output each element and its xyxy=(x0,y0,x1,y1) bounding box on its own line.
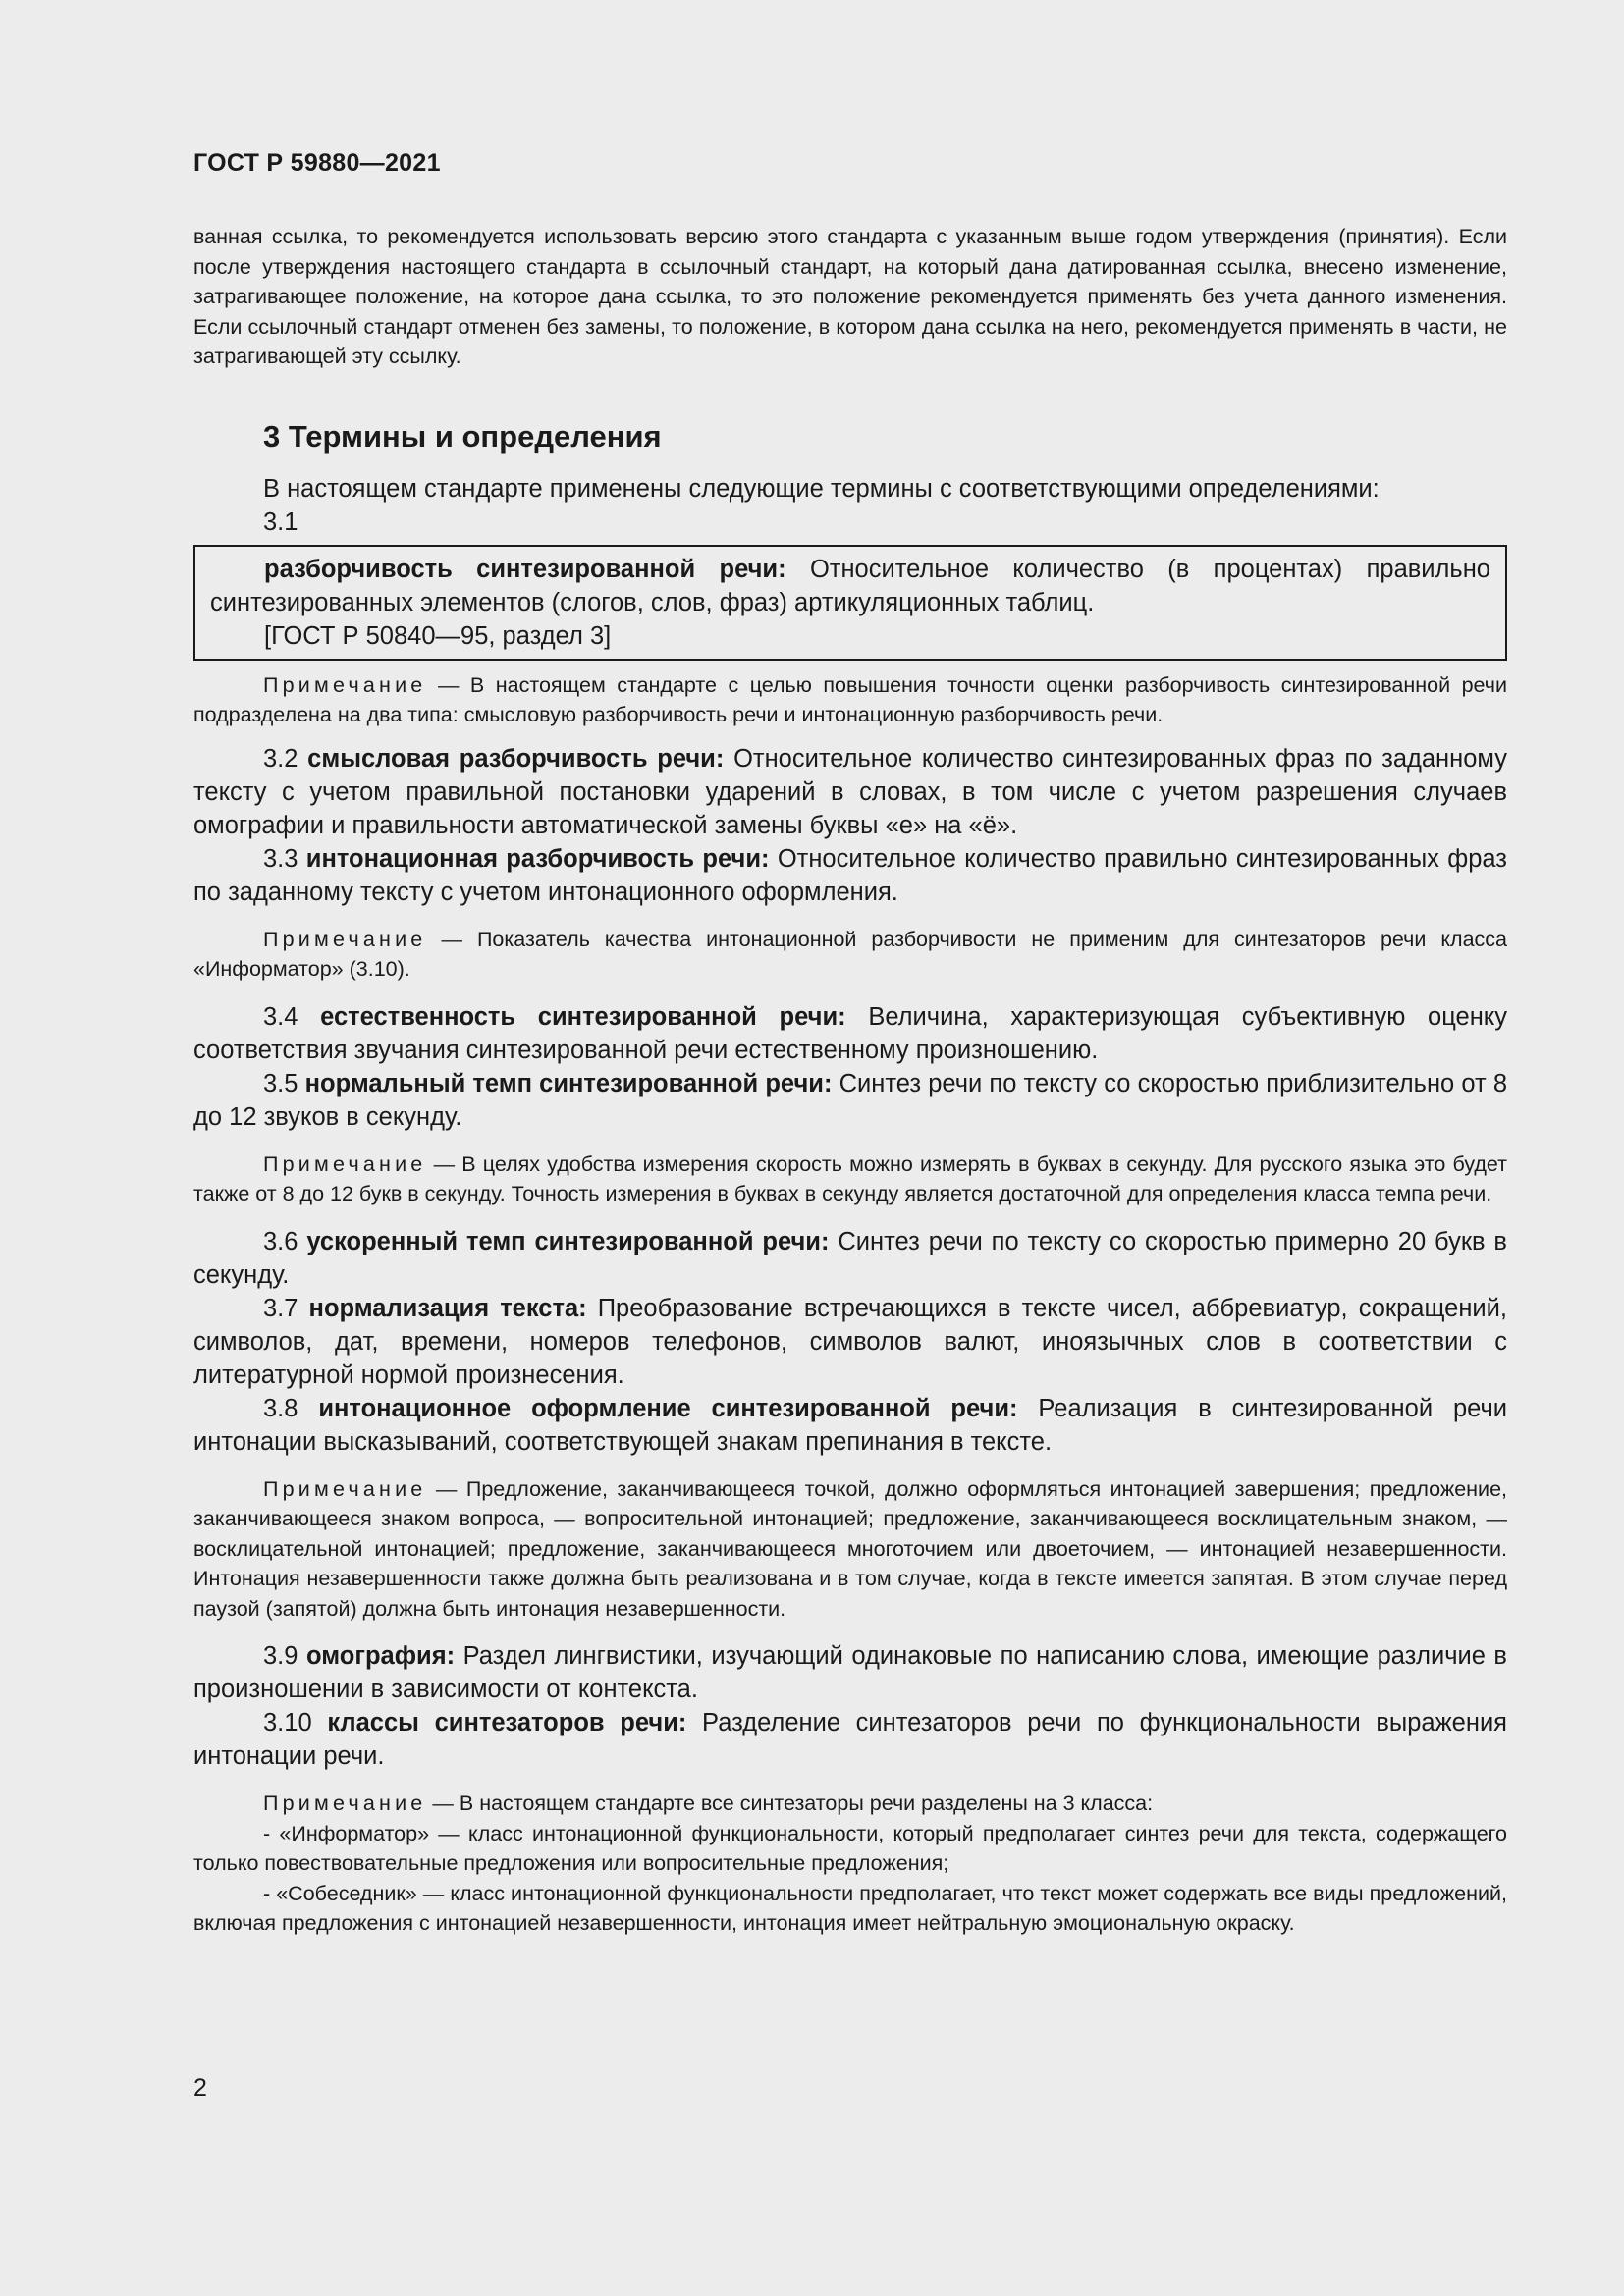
term-3-2-term: смысловая разборчивость речи: xyxy=(307,744,725,773)
note-4-text: — Предложение, заканчивающееся точкой, должно оформляться интонацией завершения; предложение, заканчивающееся знаком вопроса, — вопросительной интонацией; предложение, заканчивающееся восклицательным знаком, — восклицательной интонацией; предложение, заканчивающееся многоточием или двоеточием, — интонацией незавершенности. Интонация незавершенности также должна быть реализована и в том случае, когда в тексте имеется запятая. В этом случае перед паузой (запятой) должна быть интонация незавершенности. xyxy=(193,1476,1507,1621)
term-3-5-number: 3.5 xyxy=(263,1069,305,1097)
term-3-2 xyxy=(193,742,1507,842)
term-3-8-definition: Реализация в синтезированной речи интонации высказываний, соответствующей знакам препинания в тексте. xyxy=(193,1394,1507,1456)
term-3-8-number: 3.8 xyxy=(263,1394,319,1422)
term-3-1-source: [ГОСТ Р 50840—95, раздел 3] xyxy=(264,621,612,650)
note-5-label: Примечание xyxy=(263,1791,427,1815)
term-3-3-term: интонационная разборчивость речи: xyxy=(305,844,770,873)
term-3-8-term: интонационное оформление синтезированной речи: xyxy=(318,1394,1018,1422)
note-5-intro: — В настоящем стандарте все синтезаторы речи разделены на 3 класса: xyxy=(426,1791,1154,1815)
term-3-10-term: классы синтезаторов речи: xyxy=(327,1709,687,1736)
page-content xyxy=(193,222,1507,1939)
term-3-6 xyxy=(193,1225,1507,1292)
term-3-4-definition: Величина, характеризующая субъективную оценку соответствия звучания синтезированной речи естественному произношению. xyxy=(193,1002,1507,1064)
note-3 xyxy=(193,1149,1507,1209)
note-2-text: — Показатель качества интонационной разборчивости не применим для синтезаторов речи класса «Информатор» (3.10). xyxy=(193,927,1507,981)
term-3-5-term: нормальный темп синтезированной речи: xyxy=(304,1069,833,1097)
term-3-6-definition: Синтез речи по тексту со скоростью примерно 20 букв в секунду. xyxy=(193,1227,1507,1289)
section-title: 3 Термины и определения xyxy=(263,418,662,454)
note-3-text: — В целях удобства измерения скорость можно измерять в буквах в секунду. Для русского языка это будет также от 8 до 12 букв в секунду. Точность измерения в буквах в секунду является достаточной для определения класса темпа речи. xyxy=(193,1151,1507,1205)
term-3-9-term: омография: xyxy=(305,1642,456,1670)
document-header: ГОСТ Р 59880—2021 xyxy=(193,149,441,177)
term-3-3-number: 3.3 xyxy=(263,844,306,873)
note-3-label: Примечание xyxy=(263,1151,427,1176)
term-3-9 xyxy=(193,1639,1507,1706)
term-3-9-definition: Раздел лингвистики, изучающий одинаковые по написанию слова, имеющие различие в произношении в зависимости от контекста. xyxy=(193,1642,1507,1703)
term-3-7 xyxy=(193,1292,1507,1392)
term-3-1-term: разборчивость синтезированной речи: xyxy=(264,555,786,583)
note-5-item-2: - «Собеседник» — класс интонационной функциональности предполагает, что текст может содержать все виды предложений, включая предложения с интонацией незавершенности, интонация имеет нейтральную эмоциональную окраску. xyxy=(193,1881,1507,1935)
term-3-6-number: 3.6 xyxy=(263,1227,307,1255)
term-3-1-definition: Относительное количество (в процентах) правильно синтезированных элементов (слогов, слов, фраз) артикуляционных таблиц. xyxy=(210,555,1490,616)
term-3-6-term: ускоренный темп синтезированной речи: xyxy=(306,1227,830,1255)
term-3-8 xyxy=(193,1392,1507,1459)
term-3-4 xyxy=(193,1000,1507,1067)
term-3-2-number: 3.2 xyxy=(263,744,308,773)
term-3-7-term: нормализация текста: xyxy=(308,1294,587,1322)
term-3-1-box xyxy=(193,545,1507,661)
intro-paragraph: ванная ссылка, то рекомендуется использовать версию этого стандарта с указанным выше годом утверждения (принятия). Если после утверждения настоящего стандарта в ссылочный стандарт, на который дана датированная ссылка, внесено изменение, затрагивающее положение, на которое дана ссылка, то это положение рекомендуется применять без учета данного изменения. Если ссылочный стандарт отменен без замены, то положение, в котором дана ссылка на него, рекомендуется применять в части, не затрагивающей эту ссылку. xyxy=(193,225,1507,368)
note-2 xyxy=(193,925,1507,985)
note-1-text: — В настоящем стандарте с целью повышения точности оценки разборчивость синтезированной речи подразделена на два типа: смысловую разборчивость речи и интонационную разборчивость речи. xyxy=(193,672,1507,726)
term-3-10-definition: Разделение синтезаторов речи по функциональности выражения интонации речи. xyxy=(193,1709,1507,1770)
note-2-label: Примечание xyxy=(263,927,427,951)
note-4 xyxy=(193,1474,1507,1625)
term-3-3 xyxy=(193,842,1507,909)
page-number: 2 xyxy=(193,2074,207,2102)
note-5 xyxy=(193,1789,1507,1819)
term-3-2-definition: Относительное количество синтезированных фраз по заданному тексту с учетом правильной постановки ударений в словах, в том числе с учетом разрешения случаев омографии и правильности автоматической замены буквы «е» на «ё». xyxy=(193,744,1507,839)
term-3-4-term: естественность синтезированной речи: xyxy=(320,1002,846,1031)
note-5-item-1: - «Информатор» — класс интонационной функциональности, который предполагает синтез речи для текста, содержащего только повествовательные предложения или вопросительные предложения; xyxy=(193,1821,1507,1875)
term-3-5 xyxy=(193,1067,1507,1134)
section-lead: В настоящем стандарте применены следующие термины с соответствующими определениями: xyxy=(263,474,1380,503)
note-1-label: Примечание xyxy=(263,672,427,697)
term-3-1-paragraph xyxy=(210,553,1490,619)
term-3-9-number: 3.9 xyxy=(263,1642,306,1670)
note-1 xyxy=(193,670,1507,730)
term-3-1-number: 3.1 xyxy=(263,507,298,536)
term-3-3-definition: Относительное количество правильно синтезированных фраз по заданному тексту с учетом интонационного оформления. xyxy=(193,844,1507,906)
term-3-4-number: 3.4 xyxy=(263,1002,321,1031)
term-3-5-definition: Синтез речи по тексту со скоростью приблизительно от 8 до 12 звуков в секунду. xyxy=(193,1069,1507,1131)
term-3-7-definition: Преобразование встречающихся в тексте чисел, аббревиатур, сокращений, символов, дат, времени, номеров телефонов, символов валют, иноязычных слов в соответствии с литературной нормой произнесения. xyxy=(193,1294,1507,1389)
note-4-label: Примечание xyxy=(263,1476,427,1501)
term-3-10-number: 3.10 xyxy=(263,1709,328,1736)
term-3-10 xyxy=(193,1706,1507,1773)
term-3-7-number: 3.7 xyxy=(263,1294,309,1322)
